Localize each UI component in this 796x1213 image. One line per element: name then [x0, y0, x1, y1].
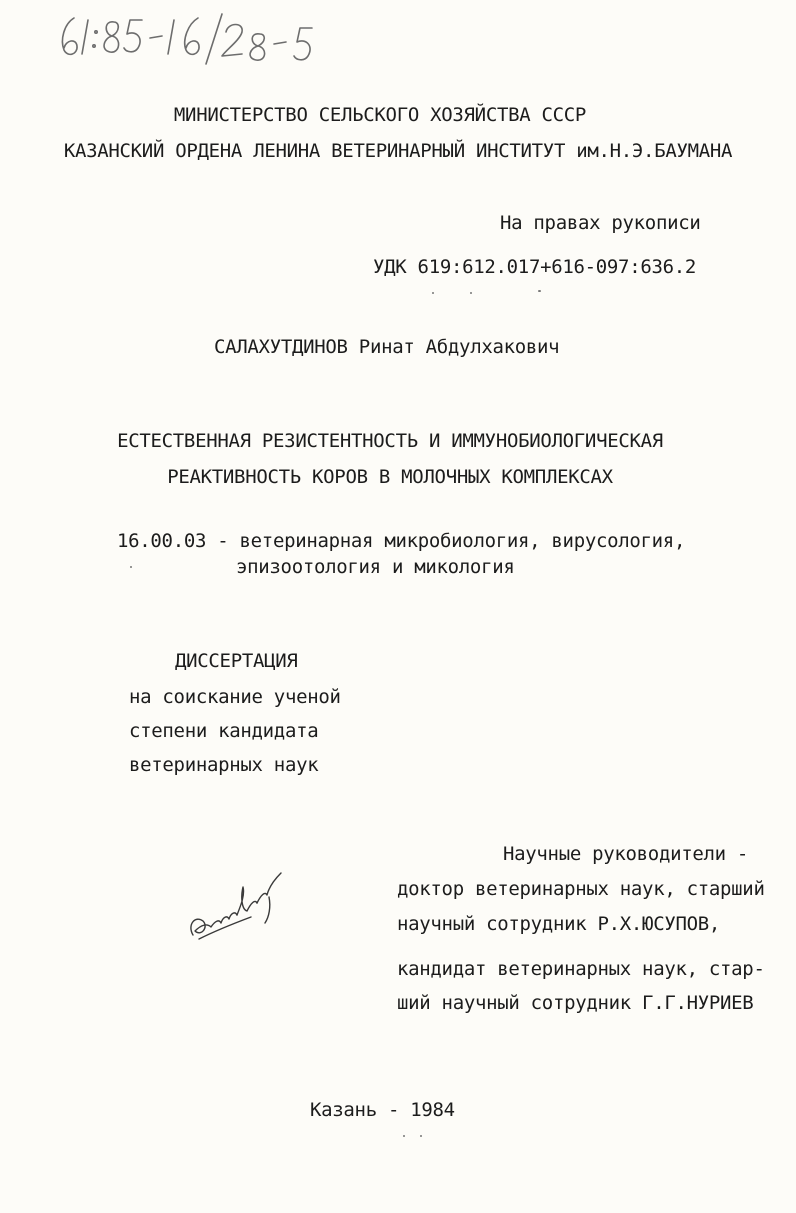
- handwritten-signature: [185, 865, 290, 945]
- supervisor-1-title: доктор ветеринарных наук, старший: [397, 878, 765, 900]
- scan-speck: [470, 292, 472, 294]
- supervisor-1-name: научный сотрудник Р.Х.ЮСУПОВ,: [397, 913, 721, 935]
- dissertation-heading: ДИССЕРТАЦИЯ: [175, 650, 298, 672]
- ministry-heading: МИНИСТЕРСТВО СЕЛЬСКОГО ХОЗЯЙСТВА СССР: [173, 104, 587, 126]
- scan-speck: [538, 290, 541, 292]
- specialty-line-2: эпизоотология и микология: [236, 556, 515, 578]
- degree-line-3: ветеринарных наук: [129, 754, 319, 776]
- supervisor-2-name: ший научный сотрудник Г.Г.НУРИЕВ: [397, 992, 754, 1014]
- thesis-title-line-1: ЕСТЕСТВЕННАЯ РЕЗИСТЕНТНОСТЬ И ИММУНОБИОЛОГИЧЕСКАЯ: [117, 430, 663, 452]
- institute-heading: КАЗАНСКИЙ ОРДЕНА ЛЕНИНА ВЕТЕРИНАРНЫЙ ИНСТИТУТ им.Н.Э.БАУМАНА: [63, 140, 733, 162]
- degree-line-2: степени кандидата: [129, 720, 319, 742]
- author-name: САЛАХУТДИНОВ Ринат Абдулхакович: [214, 336, 560, 358]
- scan-speck: [420, 1135, 422, 1137]
- scan-speck: [130, 566, 132, 568]
- supervisors-heading: Научные руководители -: [503, 843, 749, 865]
- place-and-year: Казань - 1984: [310, 1099, 455, 1121]
- specialty-line-1: 16.00.03 - ветеринарная микробиология, вирусология,: [117, 530, 686, 552]
- manuscript-rights-note: На правах рукописи: [500, 212, 701, 234]
- thesis-title-line-2: РЕАКТИВНОСТЬ КОРОВ В МОЛОЧНЫХ КОМПЛЕКСАХ: [167, 466, 613, 488]
- degree-line-1: на соискание ученой: [129, 686, 341, 708]
- scan-speck: [432, 292, 434, 294]
- supervisor-2-title: кандидат ветеринарных наук, стар-: [397, 958, 765, 980]
- handwritten-archive-mark: [50, 10, 320, 70]
- scan-speck: [403, 1135, 405, 1137]
- udk-code: УДК 619:612.017+616-097:636.2: [373, 256, 697, 278]
